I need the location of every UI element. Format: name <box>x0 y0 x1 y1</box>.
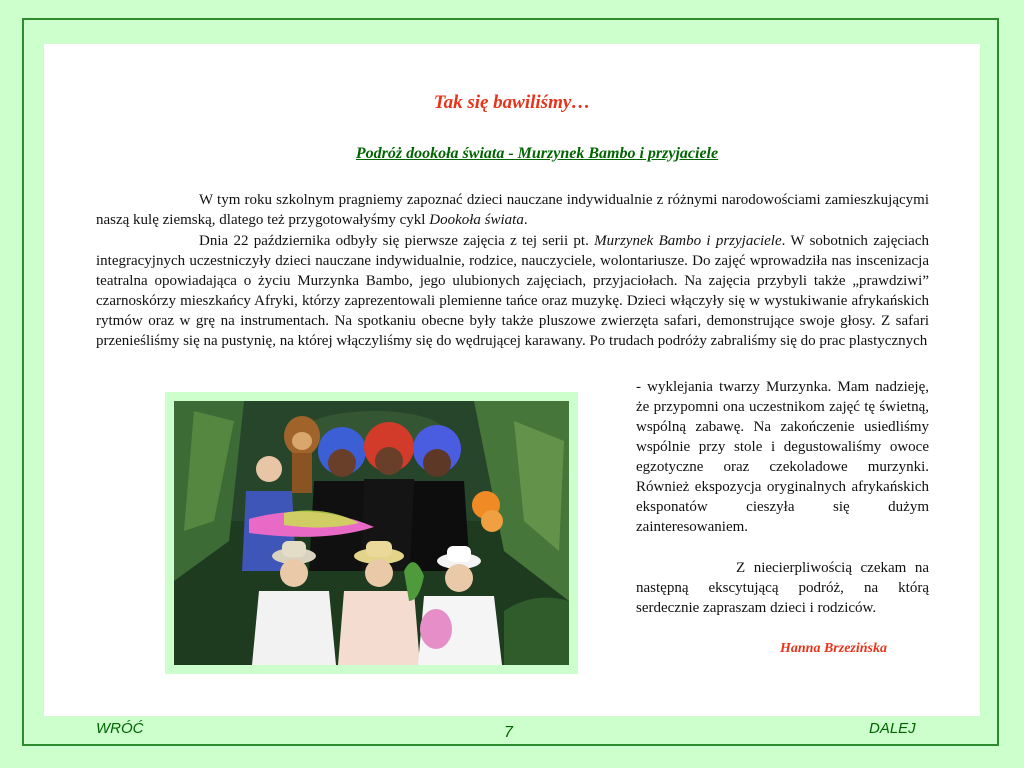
page-title: Tak się bawiliśmy… <box>433 92 591 113</box>
paragraph-event-text: . W sobotnich zajęciach integracyjnych uczestniczyły dzieci nauczane indywidualnie, rodzice, nauczyciele, wolontariusze. Do zajęć wprowadziła nas inscenizacja teatralna opowiadająca o życiu Murzynka Bambo, jego ulubionych zajęciach, przyjaciołach. Na zajęcia przybyli także „prawdziwi” czarnoskórzy mieszkańcy Afryki, którzy zaprezentowali plemienne tańce oraz muzykę. Dzieci włączyły się w wystukiwanie afrykańskich rytmów oraz w grę na instrumentach. Na spotkaniu obecne były także pluszowe zwierzęta safari, demonstrujące swoje głosy. Z safari przenieśliśmy się na pustynię, na której włączyliśmy się do wędrującej karawany. Po trudach podróży zabraliśmy się do prac plastycznych <box>96 233 929 349</box>
series-title: Dookoła świata <box>429 212 524 228</box>
photo-frame <box>165 392 578 674</box>
event-title: Murzynek Bambo i przyjaciele <box>594 233 782 249</box>
paragraph-intro-end: . <box>523 212 528 228</box>
paragraph-closing: Z niecierpliwością czekam na następną ekscytującą podróż, na którą serdecznie zapraszam dzieci i rodziców. <box>636 560 929 616</box>
page-number: 7 <box>504 724 513 741</box>
next-link[interactable]: DALEJ <box>869 720 916 737</box>
content-panel <box>44 44 980 716</box>
author-signature: Hanna Brzezińska <box>780 641 887 656</box>
back-link[interactable]: WRÓĆ <box>96 720 144 737</box>
paragraph-event <box>96 231 929 351</box>
paragraph-intro <box>96 190 929 230</box>
paragraph-intro-text: W tym roku szkolnym pragniemy zapoznać dzieci nauczane indywidualnie z różnymi narodowościami zamieszkującymi naszą kulę ziemską, dlatego też przygotowałyśmy cykl <box>96 192 929 228</box>
paragraph-crafts: - wyklejania twarzy Murzynka. Mam nadzieję, że przypomni ona uczestnikom zajęć tę świetną, wspólną zabawę. Na zakończenie usiedliśmy wspólnie przy stole i degustowaliśmy owoce egzotyczne oraz czekoladowe murzynki. Również ekspozycja oryginalnych afrykańskich eksponatów cieszyła się dużym zainteresowaniem. <box>636 379 929 535</box>
page-subtitle: Podróż dookoła świata - Murzynek Bambo i przyjaciele <box>355 145 719 162</box>
event-photo <box>174 401 569 665</box>
paragraph-event-text-start: Dnia 22 października odbyły się pierwsze zajęcia z tej serii pt. <box>199 233 595 249</box>
photo-illustration <box>174 401 569 665</box>
